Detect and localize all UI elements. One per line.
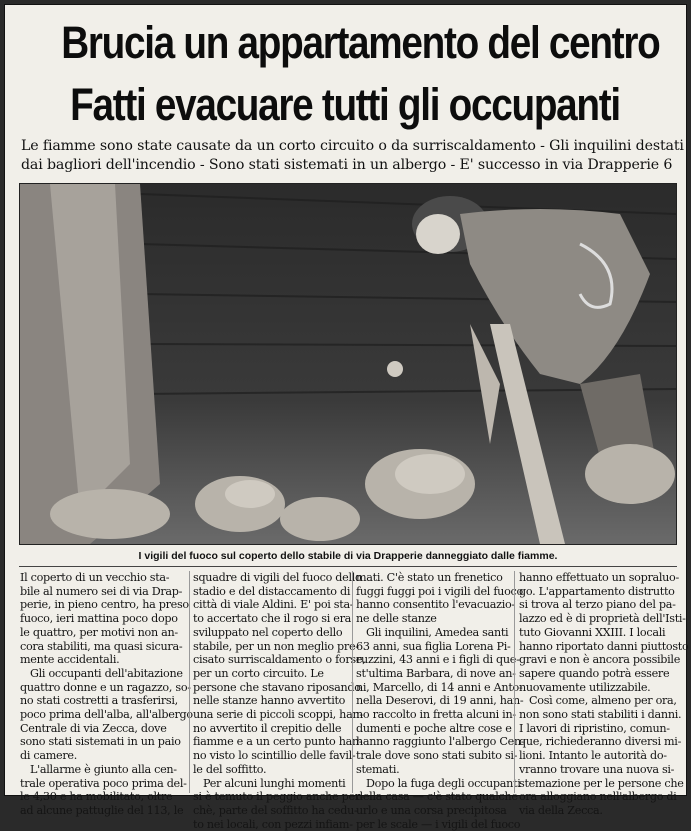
article-line: poco prima dell'alba, all'albergo: [20, 708, 193, 722]
article-line: urlo e una corsa precipitosa: [356, 803, 507, 817]
article-line: Per alcuni lunghi momenti: [203, 776, 346, 790]
article-line: Centrale di via Zecca, dove: [20, 721, 167, 735]
article-line: ne delle stanze: [356, 612, 437, 626]
column-divider: [189, 571, 190, 793]
article-line: perie, in pieno centro, ha preso: [20, 598, 189, 612]
article-line: non sono stati stabiliti i danni.: [519, 708, 682, 722]
article-column-4: [519, 571, 689, 818]
news-photo: [19, 183, 677, 545]
article-line: no visto lo scintillio delle favil-: [193, 749, 356, 763]
article-line: le 4,30 e ha mobilitato, oltre: [20, 790, 173, 804]
article-line: trale operativa poco prima del-: [20, 776, 187, 790]
column-divider: [352, 571, 353, 793]
headline-line-2: Fatti evacuare tutti gli occupanti: [70, 79, 620, 130]
article-line: stabile, per un non meglio pre-: [193, 639, 359, 653]
article-line: lazzo ed è di proprietà dell'Isti-: [519, 612, 686, 626]
article-line: le del soffitto.: [193, 762, 267, 776]
article-line: città di viale Aldini. E' poi sta-: [193, 598, 354, 612]
article-line: cora stabiliti, ma quasi sicura-: [20, 639, 183, 653]
article-line: Gli occupanti dell'abitazione: [30, 666, 183, 680]
subheadline: [21, 137, 684, 174]
article-line: trale dove sono stati subito si-: [356, 749, 518, 763]
article-line: una serie di piccoli scoppi, han-: [193, 708, 363, 722]
newspaper-clipping: [4, 4, 689, 831]
article-line: della casa — c'è stato qualche: [356, 790, 518, 804]
article-line: cisato surriscaldamento o forse,: [193, 653, 366, 667]
article-line: quattro donne e un ragazzo, so-: [20, 680, 191, 694]
article-line: persone che stavano riposando: [193, 680, 361, 694]
article-line: si trova al terzo piano del pa-: [519, 598, 676, 612]
article-line: stadio e del distaccamento di: [193, 584, 351, 598]
article-line: bile al numero sei di via Drap-: [20, 584, 183, 598]
column-divider: [514, 571, 515, 793]
article-line: 63 anni, sua figlia Lorena Pi-: [356, 639, 511, 653]
subheadline-line-2: dai bagliori dell'incendio - Sono stati sistemati in un albergo - E' successo in via Drapperie 6: [21, 156, 673, 173]
article-column-3: [356, 571, 525, 831]
headline-line-1: Brucia un appartamento del centro: [61, 17, 660, 68]
article-line: ad alcune pattuglie del 113, le: [20, 803, 184, 817]
article-line: chè, parte del soffitto ha cedu-: [193, 803, 358, 817]
article-line: L'allarme è giunto alla cen-: [30, 762, 177, 776]
article-line: no stati costretti a trasferirsi,: [20, 694, 178, 708]
article-line: no avvertito il crepitio delle: [193, 721, 342, 735]
article-line: ora alloggiano nell'albergo di: [519, 790, 677, 804]
article-line: fuoco, ieri mattina poco dopo: [20, 612, 178, 626]
article-line: si è temuto il peggio anche per-: [193, 790, 364, 804]
article-line: gravi e non è ancora possibile: [519, 653, 681, 667]
article-line: di camere.: [20, 749, 77, 763]
article-line: stemati.: [356, 762, 400, 776]
article-line: no raccolto in fretta alcuni in-: [356, 708, 516, 722]
article-line: Così come, almeno per ora,: [529, 694, 677, 708]
article-line: sono stati sistemati in un paio: [20, 735, 181, 749]
article-line: ruzzini, 43 anni e i figli di que-: [356, 653, 520, 667]
firefighter-photo-icon: [20, 184, 676, 544]
article-line: stemazione per le persone che: [519, 776, 684, 790]
article-line: Gli inquilini, Amedea santi: [366, 625, 509, 639]
article-line: le quattro, per motivi non an-: [20, 625, 178, 639]
subheadline-line-1: Le fiamme sono state causate da un corto circuito o da surriscaldamento - Gli inquilini destati: [21, 138, 684, 154]
article-line: fiamme e a un certo punto han-: [193, 735, 363, 749]
article-line: que, richiederanno diversi mi-: [519, 735, 682, 749]
article-line: hanno effettuato un sopraluo-: [519, 571, 679, 584]
article-line: Il coperto di un vecchio sta-: [20, 571, 170, 584]
article-line: via della Zecca.: [519, 803, 603, 817]
article-line: ni, Marcello, di 14 anni e Anto-: [356, 680, 523, 694]
article-line: hanno raggiunto l'albergo Cen-: [356, 735, 525, 749]
article-line: fuggi fuggi poi i vigili del fuoco: [356, 584, 523, 598]
article-line: tuto Giovanni XXIII. I locali: [519, 625, 666, 639]
article-line: nelle stanze hanno avvertito: [193, 694, 346, 708]
article-line: per un corto circuito. Le: [193, 666, 324, 680]
article-line: vranno trovare una nuova si-: [519, 762, 675, 776]
article-line: nuovamente utilizzabile.: [519, 680, 651, 694]
article-line: sapere quando potrà essere: [519, 666, 670, 680]
article-column-2: [193, 571, 366, 831]
article-line: mente accidentali.: [20, 653, 120, 667]
photo-caption: I vigili del fuoco sul coperto dello stabile di via Drapperie danneggiato dalle fiamme.: [138, 550, 558, 562]
article-line: nella Deserovi, di 19 anni, han-: [356, 694, 524, 708]
article-line: hanno riportato danni piuttosto: [519, 639, 689, 653]
article-line: sviluppato nel coperto dello: [193, 625, 343, 639]
article-line: to nei locali, con pezzi infiam-: [193, 817, 353, 831]
article-line: hanno consentito l'evacuazio-: [356, 598, 515, 612]
article-column-1: [20, 571, 193, 818]
article-line: to accertato che il rogo si era: [193, 612, 352, 626]
article-line: I lavori di ripristino, comun-: [519, 721, 670, 735]
article-line: dumenti e poche altre cose e: [356, 721, 512, 735]
article-line: Dopo la fuga degli occupanti: [366, 776, 521, 790]
article-line: per le scale — i vigili del fuoco: [356, 817, 521, 831]
article-line: mati. C'è stato un frenetico: [356, 571, 503, 584]
divider: [19, 566, 677, 567]
article-line: squadre di vigili del fuoco dello: [193, 571, 362, 584]
article-line: st'ultima Barbara, di nove an-: [356, 666, 516, 680]
article-line: lioni. Intanto le autorità do-: [519, 749, 667, 763]
article-line: go. L'appartamento distrutto: [519, 584, 675, 598]
